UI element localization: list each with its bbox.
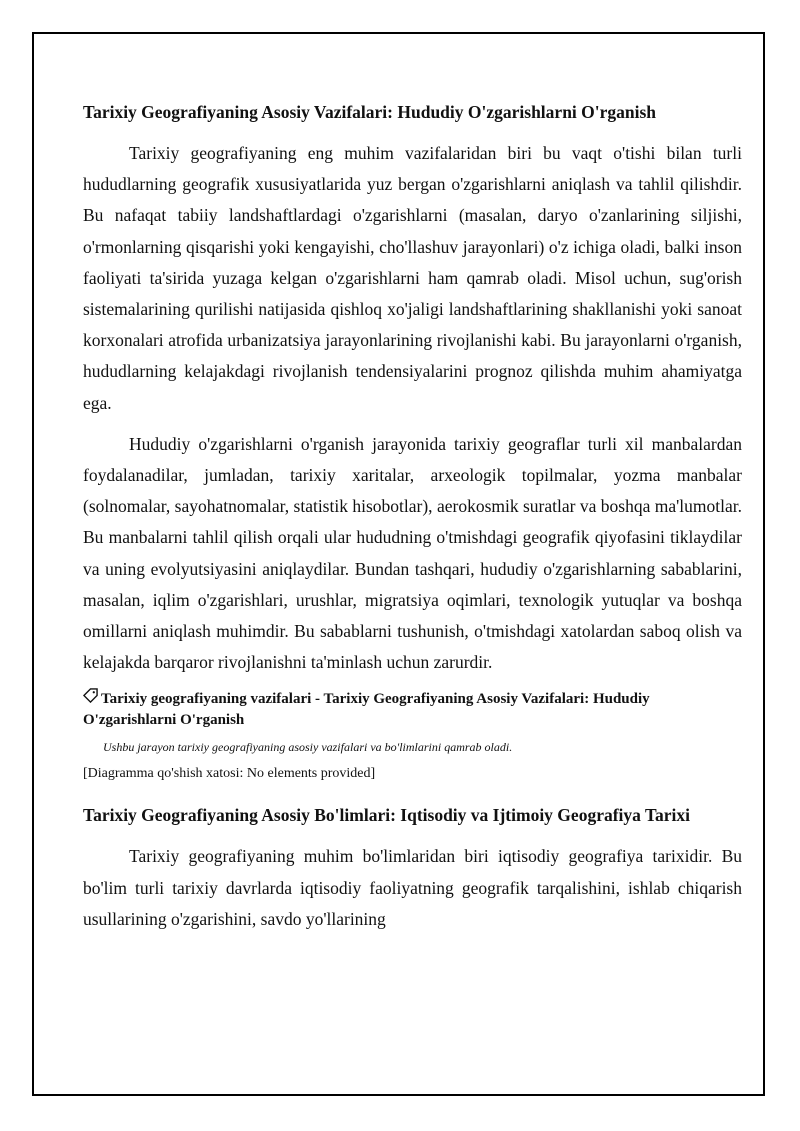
diagram-error: [Diagramma qo'shish xatosi: No elements provided]: [83, 766, 376, 782]
paragraph: Tarixiy geografiyaning muhim bo'limlaridan biri iqtisodiy geografiya tarixidir. Bu bo'lim turli tarixiy davrlarda iqtisodiy faoliyatning geografik tarqalishini, ishlab chiqarish usullarining o'zgarishini, savdo yo'llarining: [83, 846, 742, 929]
section-heading: Tarixiy Geografiyaning Asosiy Bo'limlari: Iqtisodiy va Ijtimoiy Geografiya Tarixi: [83, 805, 691, 826]
diagram-title: [83, 688, 742, 731]
document-body: [83, 100, 742, 945]
tag-icon: [83, 688, 101, 710]
diagram-title-text: Tarixiy geografiyaning vazifalari - Tarixiy Geografiyaning Asosiy Vazifalari: Hududiy O'zgarishlarni O'rganish: [83, 691, 650, 729]
diagram-caption: Ushbu jarayon tarixiy geografiyaning asosiy vazifalari va bo'limlarini qamrab oladi.: [103, 740, 513, 755]
paragraph: Hududiy o'zgarishlarni o'rganish jarayonida tarixiy geograflar turli xil manbalardan foydalanadilar, jumladan, tarixiy xaritalar, arxeologik topilmalar, yozma manbalar (solnomalar, sayohatnomalar, statistik hisobotlar), aerokosmik suratlar va boshqa ma'lumotlar. Bu manbalarni tahlil qilish orqali ular hududning o'tmishdagi geografik qiyofasini tiklaydilar va uning evolyutsiyasini aniqlaydilar. Bundan tashqari, hududiy o'zgarishlarning sabablarini, masalan, iqlim o'zgarishlari, urushlar, migratsiya oqimlari, texnologik yutuqlar va boshqa omillarni aniqlash muhimdir. Bu sabablarni tushunish, o'tmishdagi xatolardan saboq olish va kelajakda barqaror rivojlanishni ta'minlash uchun zarurdir.: [83, 433, 742, 673]
paragraph: Tarixiy geografiyaning eng muhim vazifalaridan biri bu vaqt o'tishi bilan turli hududlarning geografik xususiyatlarida yuz bergan o'zgarishlarni aniqlash va tahlil qilishdir. Bu nafaqat tabiiy landshaftlardagi o'zgarishlarni (masalan, daryo o'zanlarining siljishi, o'rmonlarning qisqarishi yoki kengayishi, cho'llashuv jarayonlari) o'z ichiga oladi, balki inson faoliyati ta'sirida yuzaga kelgan o'zgarishlarni ham qamrab oladi. Misol uchun, sug'orish sistemalarining qurilishi natijasida qishloq xo'jaligi landshaftlarining shakllanishi yoki sanoat korxonalari atrofida urbanizatsiya jarayonlarining rivojlanishi kabi. Bu jarayonlarni o'rganish, hududlarning kelajakdagi rivojlanish tendensiyalarini prognoz qilishda muhim ahamiyatga ega.: [83, 143, 742, 413]
section-heading: Tarixiy Geografiyaning Asosiy Vazifalari: Hududiy O'zgarishlarni O'rganish: [83, 102, 657, 122]
